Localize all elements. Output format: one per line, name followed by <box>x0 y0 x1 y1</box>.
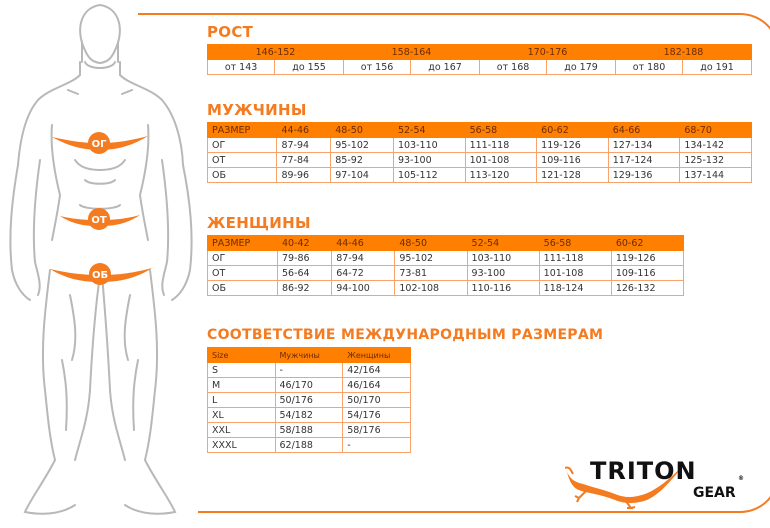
table-row <box>208 363 411 378</box>
size-label: XL <box>208 408 276 423</box>
table-cell: 46/164 <box>343 378 411 393</box>
row-label: ОГ <box>208 138 277 153</box>
table-cell: 95-102 <box>331 138 394 153</box>
column-header: 40-42 <box>277 236 331 251</box>
table-row <box>208 408 411 423</box>
height-range: до 179 <box>547 60 616 75</box>
column-header: 44-46 <box>277 123 331 138</box>
size-label: XXXL <box>208 438 276 453</box>
row-label: ОТ <box>208 153 277 168</box>
waist-marker-label: ОТ <box>91 215 107 226</box>
height-group: 146-152 <box>208 45 344 60</box>
table-cell: 134-142 <box>680 138 752 153</box>
table-cell: 56-64 <box>277 266 331 281</box>
table-row <box>208 266 684 281</box>
table-cell: 111-118 <box>465 138 537 153</box>
table-row <box>208 378 411 393</box>
women-size-table <box>207 235 684 296</box>
row-label: ОГ <box>208 251 278 266</box>
row-label: ОТ <box>208 266 278 281</box>
table-cell: 93-100 <box>467 266 539 281</box>
table-cell: 94-100 <box>332 281 395 296</box>
column-header: 68-70 <box>680 123 752 138</box>
table-cell: 121-128 <box>537 168 609 183</box>
table-cell: 73-81 <box>395 266 467 281</box>
table-cell: 105-112 <box>393 168 465 183</box>
column-header: РАЗМЕР <box>208 236 278 251</box>
height-group: 158-164 <box>343 45 479 60</box>
table-cell: 117-124 <box>608 153 680 168</box>
table-row <box>208 168 752 183</box>
table-cell: 113-120 <box>465 168 537 183</box>
height-range: до 155 <box>275 60 344 75</box>
brand-sub: GEAR <box>693 485 736 501</box>
table-cell: 119-126 <box>537 138 609 153</box>
table-row <box>208 153 752 168</box>
column-header: 56-58 <box>539 236 611 251</box>
height-range: от 156 <box>343 60 410 75</box>
table-cell: 62/188 <box>275 438 343 453</box>
table-cell: 42/164 <box>343 363 411 378</box>
row-label: ОБ <box>208 168 277 183</box>
column-header: 64-66 <box>608 123 680 138</box>
column-header: 48-50 <box>331 123 394 138</box>
size-label: S <box>208 363 276 378</box>
table-cell: 89-96 <box>277 168 331 183</box>
table-cell: 119-126 <box>611 251 683 266</box>
table-cell: 109-116 <box>611 266 683 281</box>
column-header: 52-54 <box>393 123 465 138</box>
table-cell: 50/176 <box>275 393 343 408</box>
column-header: 48-50 <box>395 236 467 251</box>
table-cell: 125-132 <box>680 153 752 168</box>
size-label: XXL <box>208 423 276 438</box>
table-cell: 77-84 <box>277 153 331 168</box>
table-cell: 103-110 <box>467 251 539 266</box>
column-header: 52-54 <box>467 236 539 251</box>
brand-name: TRITON <box>590 457 697 485</box>
table-row <box>208 393 411 408</box>
height-range: от 143 <box>208 60 275 75</box>
column-header: Женщины <box>343 348 411 363</box>
table-cell: - <box>343 438 411 453</box>
height-range: до 167 <box>411 60 480 75</box>
table-cell: 46/170 <box>275 378 343 393</box>
height-range: от 168 <box>479 60 546 75</box>
table-cell: 87-94 <box>277 138 331 153</box>
table-cell: 126-132 <box>611 281 683 296</box>
table-cell: 50/170 <box>343 393 411 408</box>
column-header: 60-62 <box>611 236 683 251</box>
column-header: 56-58 <box>465 123 537 138</box>
table-cell: 58/188 <box>275 423 343 438</box>
table-row <box>208 60 752 75</box>
table-cell: 87-94 <box>332 251 395 266</box>
hips-marker-label: ОБ <box>91 270 109 281</box>
table-cell: 101-108 <box>539 266 611 281</box>
table-cell: 129-136 <box>608 168 680 183</box>
column-header: Size <box>208 348 276 363</box>
table-cell: 58/176 <box>343 423 411 438</box>
table-cell: 137-144 <box>680 168 752 183</box>
triton-gear-logo <box>565 455 750 510</box>
men-size-table <box>207 122 752 183</box>
brand-mark: ® <box>738 475 744 482</box>
table-cell: 54/182 <box>275 408 343 423</box>
size-label: L <box>208 393 276 408</box>
table-cell: 64-72 <box>332 266 395 281</box>
table-cell: 111-118 <box>539 251 611 266</box>
table-cell: 102-108 <box>395 281 467 296</box>
column-header: 44-46 <box>332 236 395 251</box>
size-label: M <box>208 378 276 393</box>
table-cell: 109-116 <box>537 153 609 168</box>
table-cell: 103-110 <box>393 138 465 153</box>
intl-section-title: СООТВЕТСТВИЕ МЕЖДУНАРОДНЫМ РАЗМЕРАМ <box>207 327 604 343</box>
table-cell: 110-116 <box>467 281 539 296</box>
women-section-title: ЖЕНЩИНЫ <box>207 214 311 232</box>
body-figure-illustration <box>0 0 210 528</box>
height-range: от 180 <box>615 60 682 75</box>
table-cell: 85-92 <box>331 153 394 168</box>
column-header: РАЗМЕР <box>208 123 277 138</box>
table-cell: 95-102 <box>395 251 467 266</box>
column-header: 60-62 <box>537 123 609 138</box>
intl-size-table <box>207 347 411 453</box>
chest-marker-label: ОГ <box>91 139 107 150</box>
table-row <box>208 138 752 153</box>
table-cell: 118-124 <box>539 281 611 296</box>
height-table <box>207 44 752 75</box>
men-section-title: МУЖЧИНЫ <box>207 101 307 119</box>
height-group: 182-188 <box>615 45 751 60</box>
height-range: до 191 <box>683 60 752 75</box>
table-cell: 54/176 <box>343 408 411 423</box>
row-label: ОБ <box>208 281 278 296</box>
table-row <box>208 423 411 438</box>
table-row <box>208 438 411 453</box>
height-group: 170-176 <box>479 45 615 60</box>
table-cell: 97-104 <box>331 168 394 183</box>
table-cell: - <box>275 363 343 378</box>
table-cell: 86-92 <box>277 281 331 296</box>
table-row <box>208 281 684 296</box>
column-header: Мужчины <box>275 348 343 363</box>
height-section-title: РОСТ <box>207 23 254 41</box>
table-cell: 93-100 <box>393 153 465 168</box>
table-row <box>208 251 684 266</box>
table-cell: 79-86 <box>277 251 331 266</box>
table-cell: 101-108 <box>465 153 537 168</box>
table-cell: 127-134 <box>608 138 680 153</box>
